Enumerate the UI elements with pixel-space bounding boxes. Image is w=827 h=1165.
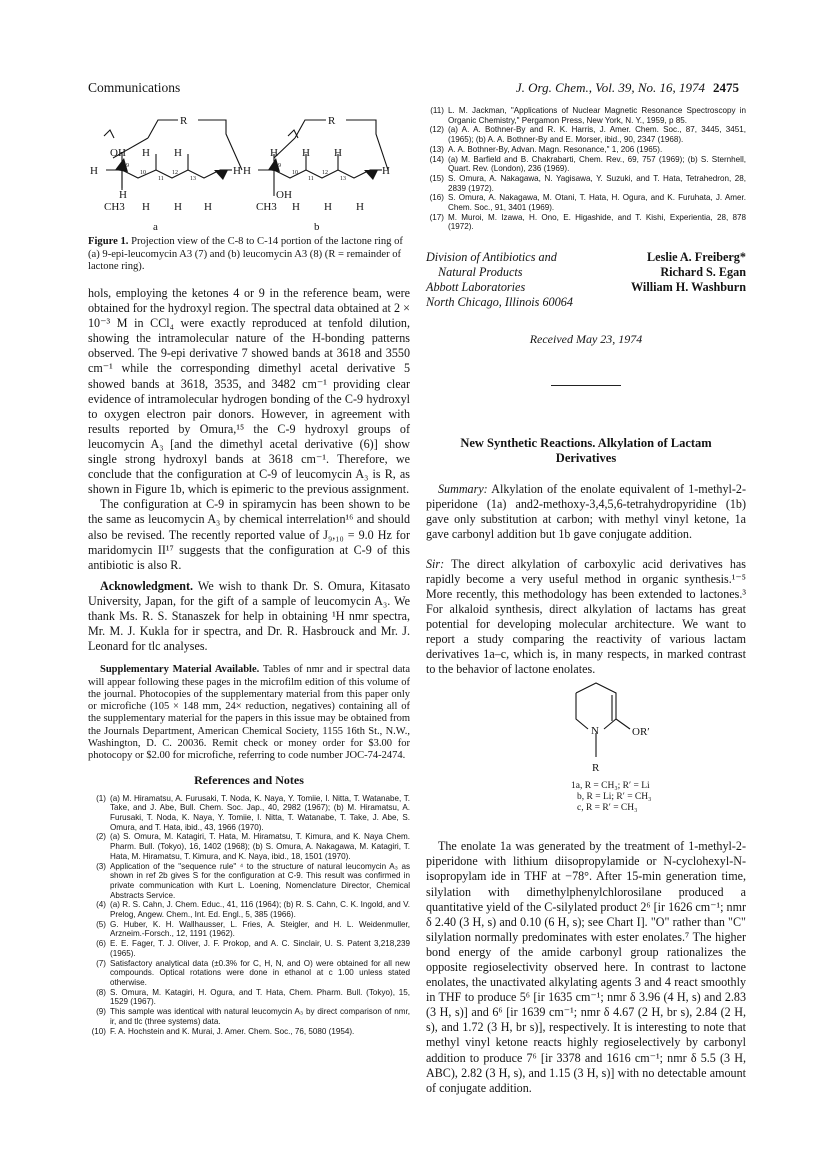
supplementary-text: Tables of nmr and ir spectral data will appear following these pages in the microfilm edition of this volume of the journal. Photocopies of the supplementary material from this paper only or microfiche (105 × 148 mm, 24× reduction, negatives) containing all of the supplementary material for the papers in this issue may be obtained from the Journals Department, American Chemical Society, 1155 16th St., N.W., Washington, D. C. 20036. Remit check or money order for $3.00 for photocopy or $2.00 for microfiche, referring to code number JOC-74-2474.: [88, 664, 410, 762]
figure-caption-text: Projection view of the C-8 to C-14 portion of the lactone ring of (a) 9-epi-leucomycin A3 (7) and (b) leucomycin A3 (8) (R = remainder of lactone ring).: [88, 236, 403, 272]
figure-caption: [88, 236, 410, 274]
locant-9-b: 9: [278, 163, 281, 169]
paragraph-hydroxyl-region: hols, employing the ketones 4 or 9 in the reference beam, were obtained for the hydroxyl region. The spectral data obtained at 2 × 10⁻³ M in CCl₄ were exactly reproduced at tenfold dilution, showing the intramolecular nature of the H-bonding patterns observed. The 9-epi derivative 7 showed bands at 3618 and 3550 cm⁻¹ while the corresponding dimethyl acetal derivative 5 showed bands at 3618, 3535, and 3482 cm⁻¹ providing clear evidence of intramolecular hydrogen bonding of the C-9 hydroxyl to oxygen electron pair donors. However, in agreement with results reported by Omura,¹⁵ the C-9 hydroxyl groups of leucomycin A₃ [and the dimethyl acetal derivative (6)] show single strong hydroxyl bands at 3618 cm⁻¹. Therefore, we conclude that the configuration at C-9 of leucomycin A₃ is R, as shown in Figure 1b, which is epimeric to the previous assignment.: [88, 286, 410, 497]
label-h-a2: H: [174, 147, 182, 159]
affiliation: Division of Antibiotics and Natural Products Abbott Laboratories North Chicago, Illinois 60064: [426, 250, 573, 310]
acknowledgment: [88, 579, 410, 654]
reference-item: (2) (a) S. Omura, M. Katagiri, T. Hata, M. Hiramatsu, T. Kimura, and K. Naya Chem. Pharm. Bull. (Tokyo), 16, 1402 (1968); (b) S. Omura, A. Nakagawa, M. Katagiri, T. Hata, M. Hiramatsu, T. Kimura, and K. Naya, ibid., 18, 1501 (1970).: [96, 832, 410, 861]
supplementary-material: [88, 664, 410, 762]
locant-10-b: 10: [292, 170, 298, 176]
label-h-a8: H: [204, 201, 212, 213]
sir-text: The direct alkylation of carboxylic acid derivatives has rapidly become a very useful method in organic synthesis.¹⁻⁵ More recently, this methodology has been extended to lactones.³ For alkaloid synthesis, direct alkylation of lactams has great potential for developing molecular architecture. We want to report a study comparing the reactivity of various lactam derivatives 1a–c, which is, in many respects, in marked contrast to the behavior of lactone enolates.: [426, 556, 746, 677]
reference-item: (5) G. Huber, K. H. Wallhausser, L. Fries, A. Steigler, and H. L. Weidenmuller, Arzneim.-Forsch., 12, 1191 (1962).: [96, 919, 410, 939]
reference-item: (10) F. A. Hochstein and K. Murai, J. Amer. Chem. Soc., 76, 5080 (1954).: [91, 1026, 355, 1036]
reference-item: (14) (a) M. Barfield and B. Chakrabarti, Chem. Rev., 69, 757 (1969); (b) S. Sternhell, Quart. Rev. (London), 236 (1969).: [429, 154, 746, 174]
reference-item: (9) This sample was identical with natural leucomycin A₃ by direct comparison of nmr, ir, and tlc (three systems) data.: [96, 1007, 410, 1026]
label-h-b3: H: [334, 147, 342, 159]
locant-11-a: 11: [158, 176, 164, 182]
reference-item: (17) M. Muroi, M. Izawa, H. Ono, E. Higashide, and T. Kishi, Experientia, 28, 878 (1972).: [429, 212, 746, 232]
reference-item: (4) (a) R. S. Cahn, J. Chem. Educ., 41, 116 (1964); (b) R. S. Cahn, C. K. Ingold, and V. Prelog, Angew. Chem., Int. Ed. Engl., 5, 385 (1966).: [96, 900, 410, 920]
label-h-a7: H: [174, 201, 182, 213]
label-h-a4: H: [233, 165, 241, 177]
label-or: OR′: [632, 726, 650, 739]
legend-1b: b, R = Li; R′ = CH₃: [577, 792, 652, 803]
running-head-left: Communications: [88, 80, 181, 95]
paragraph-spiramycin: The configuration at C-9 in spiramycin has been shown to be the same as leucomycin A₃ by chemical interrelation¹⁶ and should also be revised. The recently reported value of J₉,₁₀ = 9.0 Hz for maridomycin II¹⁷ suggests that the configuration at C-9 of this antibiotic is also R.: [88, 497, 410, 572]
legend-1c: c, R = R′ = CH₃: [577, 803, 638, 814]
reference-item: (16) S. Omura, A. Nakagawa, M. Otani, T. Hata, H. Ogura, and K. Furuhata, J. Amer. Chem. Soc., 91, 3401 (1969).: [429, 193, 746, 213]
locant-10-a: 10: [140, 170, 146, 176]
reference-item: (7) Satisfactory analytical data (±0.3% for C, H, N, and O) were obtained for all new compounds. Optical rotations were done in ethanol at c 1.00 unless stated otherwise.: [96, 958, 410, 987]
locant-13-a: 13: [190, 176, 196, 182]
references-list-right: [426, 106, 746, 232]
lactam-ring-drawing: [426, 681, 746, 781]
paragraph-enolate: The enolate 1a was generated by the treatment of 1-methyl-2-piperidone with lithium diisopropylamide or N-cyclohexyl-N-isopropylam ide in THF at −78°. After 15-min generation time, silylation with dimethylphenylchlorosilane produced a quantitative yield of the C-silylated product 2⁶ [ir 1626 cm⁻¹; nmr δ 2.40 (3 H, s) and 0.10 (6 H, s); see Chart I]. "O" rather than "C" silylation normally predominates with ester enolates.⁷ The higher bond energy of the amide carbonyl group rationalizes the opposite regioselectivity observed here. In contrast to lactone enolates, the unactivated alkylating agents 3 and 4 react smoothly in THF to produce 5⁶ [ir 1635 cm⁻¹; nmr δ 3.96 (4 H, s) and 2.83 (3 H, s)] and 6⁶ [ir 1639 cm⁻¹; nmr δ 4.67 (2 H, br s), 2.84 (2 H, s), and 1.72 (3 H, br s)], respectively. It is interesting to note that methyl vinyl ketone reacts highly regioselectively by carbonyl addition to produce 7⁶ [ir 3378 and 1616 cm⁻¹; nmr δ 5.5 (3 H, ABC), 2.82 (3 H, s), and 1.15 (3 H, s)] with no detectable amount of conjugate addition.: [426, 839, 746, 1095]
article-title: New Synthetic Reactions. Alkylation of Lactam Derivatives: [460, 436, 712, 466]
compound-legend: [571, 781, 651, 814]
sir-head: Sir:: [426, 556, 445, 571]
body-text-left: [88, 286, 410, 1036]
lactam-structure: [426, 681, 746, 831]
label-r-a: R: [180, 115, 188, 127]
locant-12-b: 12: [322, 170, 328, 176]
summary: [426, 482, 746, 542]
figure-caption-label: Figure 1.: [88, 236, 129, 247]
label-h-a6: H: [142, 201, 150, 213]
author-name: Leslie A. Freiberg*: [647, 250, 746, 265]
legend-1a: 1a, R = CH₃; R′ = Li: [571, 781, 650, 792]
label-a: a: [153, 221, 158, 233]
locant-9-a: 9: [126, 163, 129, 169]
label-h-a3: H: [90, 165, 98, 177]
label-h-a1: H: [142, 147, 150, 159]
acknowledgment-head: Acknowledgment.: [100, 578, 194, 593]
label-h-b5: H: [382, 165, 390, 177]
sir-paragraph: [426, 557, 746, 678]
label-h-a5: H: [119, 189, 127, 201]
label-h-b1: H: [270, 147, 278, 159]
summary-text: Alkylation of the enolate equivalent of 1-methyl-2-piperidone (1a) and2-methoxy-3,4,5,6-tetrahydropyridine (1b) gave only substitution at carbon; with methyl vinyl ketone, 1a gave carbonyl addition but 1b gave conjugate addition.: [426, 482, 746, 542]
label-h-b4: H: [243, 165, 251, 177]
right-column: [426, 106, 746, 1096]
reference-item: (8) S. Omura, M. Katagiri, H. Ogura, and T. Hata, Chem. Pharm. Bull. (Tokyo), 15, 1529 (1967).: [96, 987, 410, 1007]
reference-item: (1) (a) M. Hiramatsu, A. Furusaki, T. Noda, K. Naya, Y. Tomiie, I. Nitta, T. Watanabe, T. Take, and J. Abe, Bull. Chem. Soc. Jap., 40, 2982 (1967); (b) M. Hiramatsu, A. Furusaki, T. Noda, K. Naya, Y. Tomiie, I. Nitta, T. Watanabe, T. Take, J. Abe, S. Omura, and T. Hata, ibid., 43, 1966 (1970).: [96, 793, 410, 832]
label-oh-a: OH: [110, 147, 126, 159]
supplementary-head: Supplementary Material Available.: [100, 664, 260, 676]
reference-item: (13) A. A. Bothner-By, Advan. Magn. Resonance," 1, 206 (1965).: [429, 144, 663, 154]
author-name: Richard S. Egan: [660, 265, 746, 280]
figure-1: [88, 100, 410, 280]
locant-13-b: 13: [340, 176, 346, 182]
label-ch3-a: CH3: [104, 201, 125, 213]
reference-item: (3) Application of the "sequence rule" ⁴ to the structure of natural leucomycin A₃ as shown in ref 2b gives S for the configuration at C-9. This result was confirmed in private communication with Kurt L. Loening, Nomenclature Director, Chemical Abstracts Service.: [96, 861, 410, 900]
label-h-b2: H: [302, 147, 310, 159]
affiliation-block: [426, 250, 746, 310]
label-oh-b: OH: [276, 189, 292, 201]
reference-item: (11) L. M. Jackman, "Applications of Nuclear Magnetic Resonance Spectroscopy in Organic Chemistry," Pergamon Press, New York, N. Y., 1959, p 85.: [430, 106, 746, 125]
label-r-b: R: [328, 115, 336, 127]
label-h-b7: H: [324, 201, 332, 213]
label-ch3-b: CH3: [256, 201, 277, 213]
label-h-b6: H: [292, 201, 300, 213]
summary-head: Summary:: [438, 482, 488, 497]
page-number: 2475: [713, 80, 739, 95]
locant-11-b: 11: [308, 176, 314, 182]
received-date: Received May 23, 1974: [529, 332, 643, 347]
locant-12-a: 12: [172, 170, 178, 176]
reference-item: (12) (a) A. A. Bothner-By and R. K. Harris, J. Amer. Chem. Soc., 87, 3445, 3451, (1965); (b) A. A. Bothner-By and E. Morser, ibid., 90, 2347 (1968).: [429, 125, 746, 145]
label-h-b8: H: [356, 201, 364, 213]
author-list: [631, 250, 746, 310]
running-head-right: [516, 80, 739, 96]
journal-citation: J. Org. Chem., Vol. 39, No. 16, 1974: [515, 80, 705, 95]
label-r: R: [592, 762, 600, 775]
left-column: [88, 100, 410, 1036]
author-name: William H. Washburn: [630, 280, 746, 295]
references-list-left: [88, 794, 410, 1037]
reference-item: (6) E. E. Fager, T. J. Oliver, J. F. Prokop, and A. C. Sinclair, U. S. Patent 3,218,239 (1965).: [96, 939, 410, 958]
acknowledgment-text: We wish to thank Dr. S. Omura, Kitasato University, Japan, for the gift of a sample of leucomycin A₃. We thank Ms. R. S. Stanaszek for help in obtaining ¹H nmr spectra, Mr. M. J. Kukla for ir spectra, and Dr. R. Hasbrouck and Mr. J. Leonard for tlc analyses.: [88, 578, 410, 654]
divider-rule: [551, 385, 621, 386]
label-n: N: [591, 725, 599, 738]
references-heading: References and Notes: [194, 772, 304, 787]
label-b: b: [314, 221, 320, 233]
reference-item: (15) S. Omura, A. Nakagawa, N. Yagisawa, Y. Suzuki, and T. Hata, Tetrahedron, 28, 2839 (1972).: [429, 173, 746, 193]
